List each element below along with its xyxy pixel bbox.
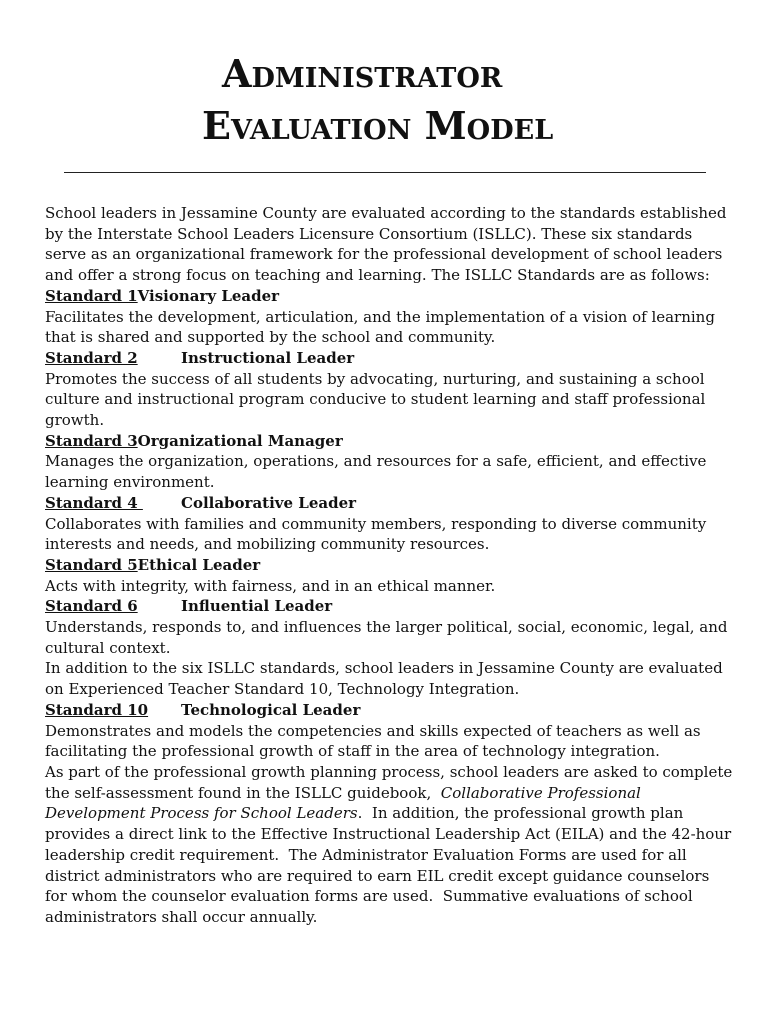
standard-description: Collaborates with families and community members, responding to diverse community interests and needs, and mobilizing community resources. [45, 514, 707, 554]
standard-heading [45, 493, 735, 514]
standard-item [45, 493, 735, 555]
standard-number: Standard 10 [45, 700, 149, 719]
standard-number: Standard 6 [45, 597, 138, 616]
standard-item [45, 286, 735, 348]
standard-title: Collaborative Leader [181, 493, 357, 512]
guidebook-title: Collaborative Professional Development Process for School Leaders [45, 783, 641, 823]
closing-text-part2: . In addition, the professional growth plan provides a direct link to the Effective Instructional Leadership Act (EILA) and the 42-hour leadership credit requirement. The Administrator Evaluation Forms are used for all district administrators who are required to earn EIL credit except guidance counselors for whom the counselor evaluation forms are used. Summative evaluations of school administrators shall occur annually. [45, 804, 736, 926]
standard-heading [45, 286, 735, 307]
standard-description: Facilitates the development, articulation, and the implementation of a vision of learning that is shared and supported by the school and community. [45, 307, 715, 347]
standard-title: Technological Leader [181, 700, 361, 719]
standard-description: Acts with integrity, with fairness, and in an ethical manner. [45, 576, 496, 595]
standard-title: Influential Leader [181, 597, 333, 616]
document-body [45, 203, 738, 928]
standard-heading [45, 596, 735, 617]
title-line-1: Administrator [222, 51, 503, 96]
standard-title: Instructional Leader [181, 348, 355, 367]
standard-item [45, 700, 735, 762]
standard-number: Standard 1 [45, 286, 138, 305]
standard-title: Visionary Leader [137, 286, 280, 305]
standard-heading [45, 431, 735, 452]
standard-description: Promotes the success of all students by advocating, nurturing, and sustaining a school culture and instructional program conducive to student learning and staff professional growth. [45, 369, 706, 430]
additional-standard-intro: In addition to the six ISLLC standards, school leaders in Jessamine County are evaluated on Experienced Teacher Standard 10, Technology Integration. [45, 659, 723, 699]
standard-title: Organizational Manager [137, 431, 343, 450]
standard-description: Demonstrates and models the competencies and skills expected of teachers as well as facilitating the professional growth of staff in the area of technology integration. [45, 721, 701, 761]
closing-paragraph [45, 762, 738, 928]
standard-description: Understands, responds to, and influences the larger political, social, economic, legal, and cultural context. [45, 618, 728, 657]
page-title [0, 48, 770, 152]
standard-item [45, 348, 735, 431]
standard-item [45, 596, 735, 658]
standard-item [45, 431, 735, 493]
standard-heading [45, 348, 735, 369]
standard-number: Standard 2 [45, 348, 138, 367]
standard-description: Manages the organization, operations, and resources for a safe, efficient, and effective learning environment. [45, 452, 707, 492]
standard-title: Ethical Leader [137, 555, 261, 574]
intro-paragraph: School leaders in Jessamine County are evaluated according to the standards established by the Interstate School Leaders Licensure Consortium (ISLLC). These six standards serve as an organizational framework for the professional development of school leaders and offer a strong focus on teaching and learning. The ISLLC Standards are as follows: [45, 204, 727, 285]
closing-text-part1: As part of the professional growth planning process, school leaders are asked to complete the self-assessment found in the ISLLC guidebook, [45, 762, 738, 802]
title-line-2: Evaluation Model [202, 103, 554, 148]
standard-number: Standard 3 [45, 431, 138, 450]
standard-heading [45, 700, 735, 721]
title-divider [64, 172, 706, 173]
standard-item [45, 555, 735, 596]
standard-heading [45, 555, 735, 576]
standard-number: Standard 5 [45, 555, 138, 574]
standard-number: Standard 4 [45, 493, 143, 512]
